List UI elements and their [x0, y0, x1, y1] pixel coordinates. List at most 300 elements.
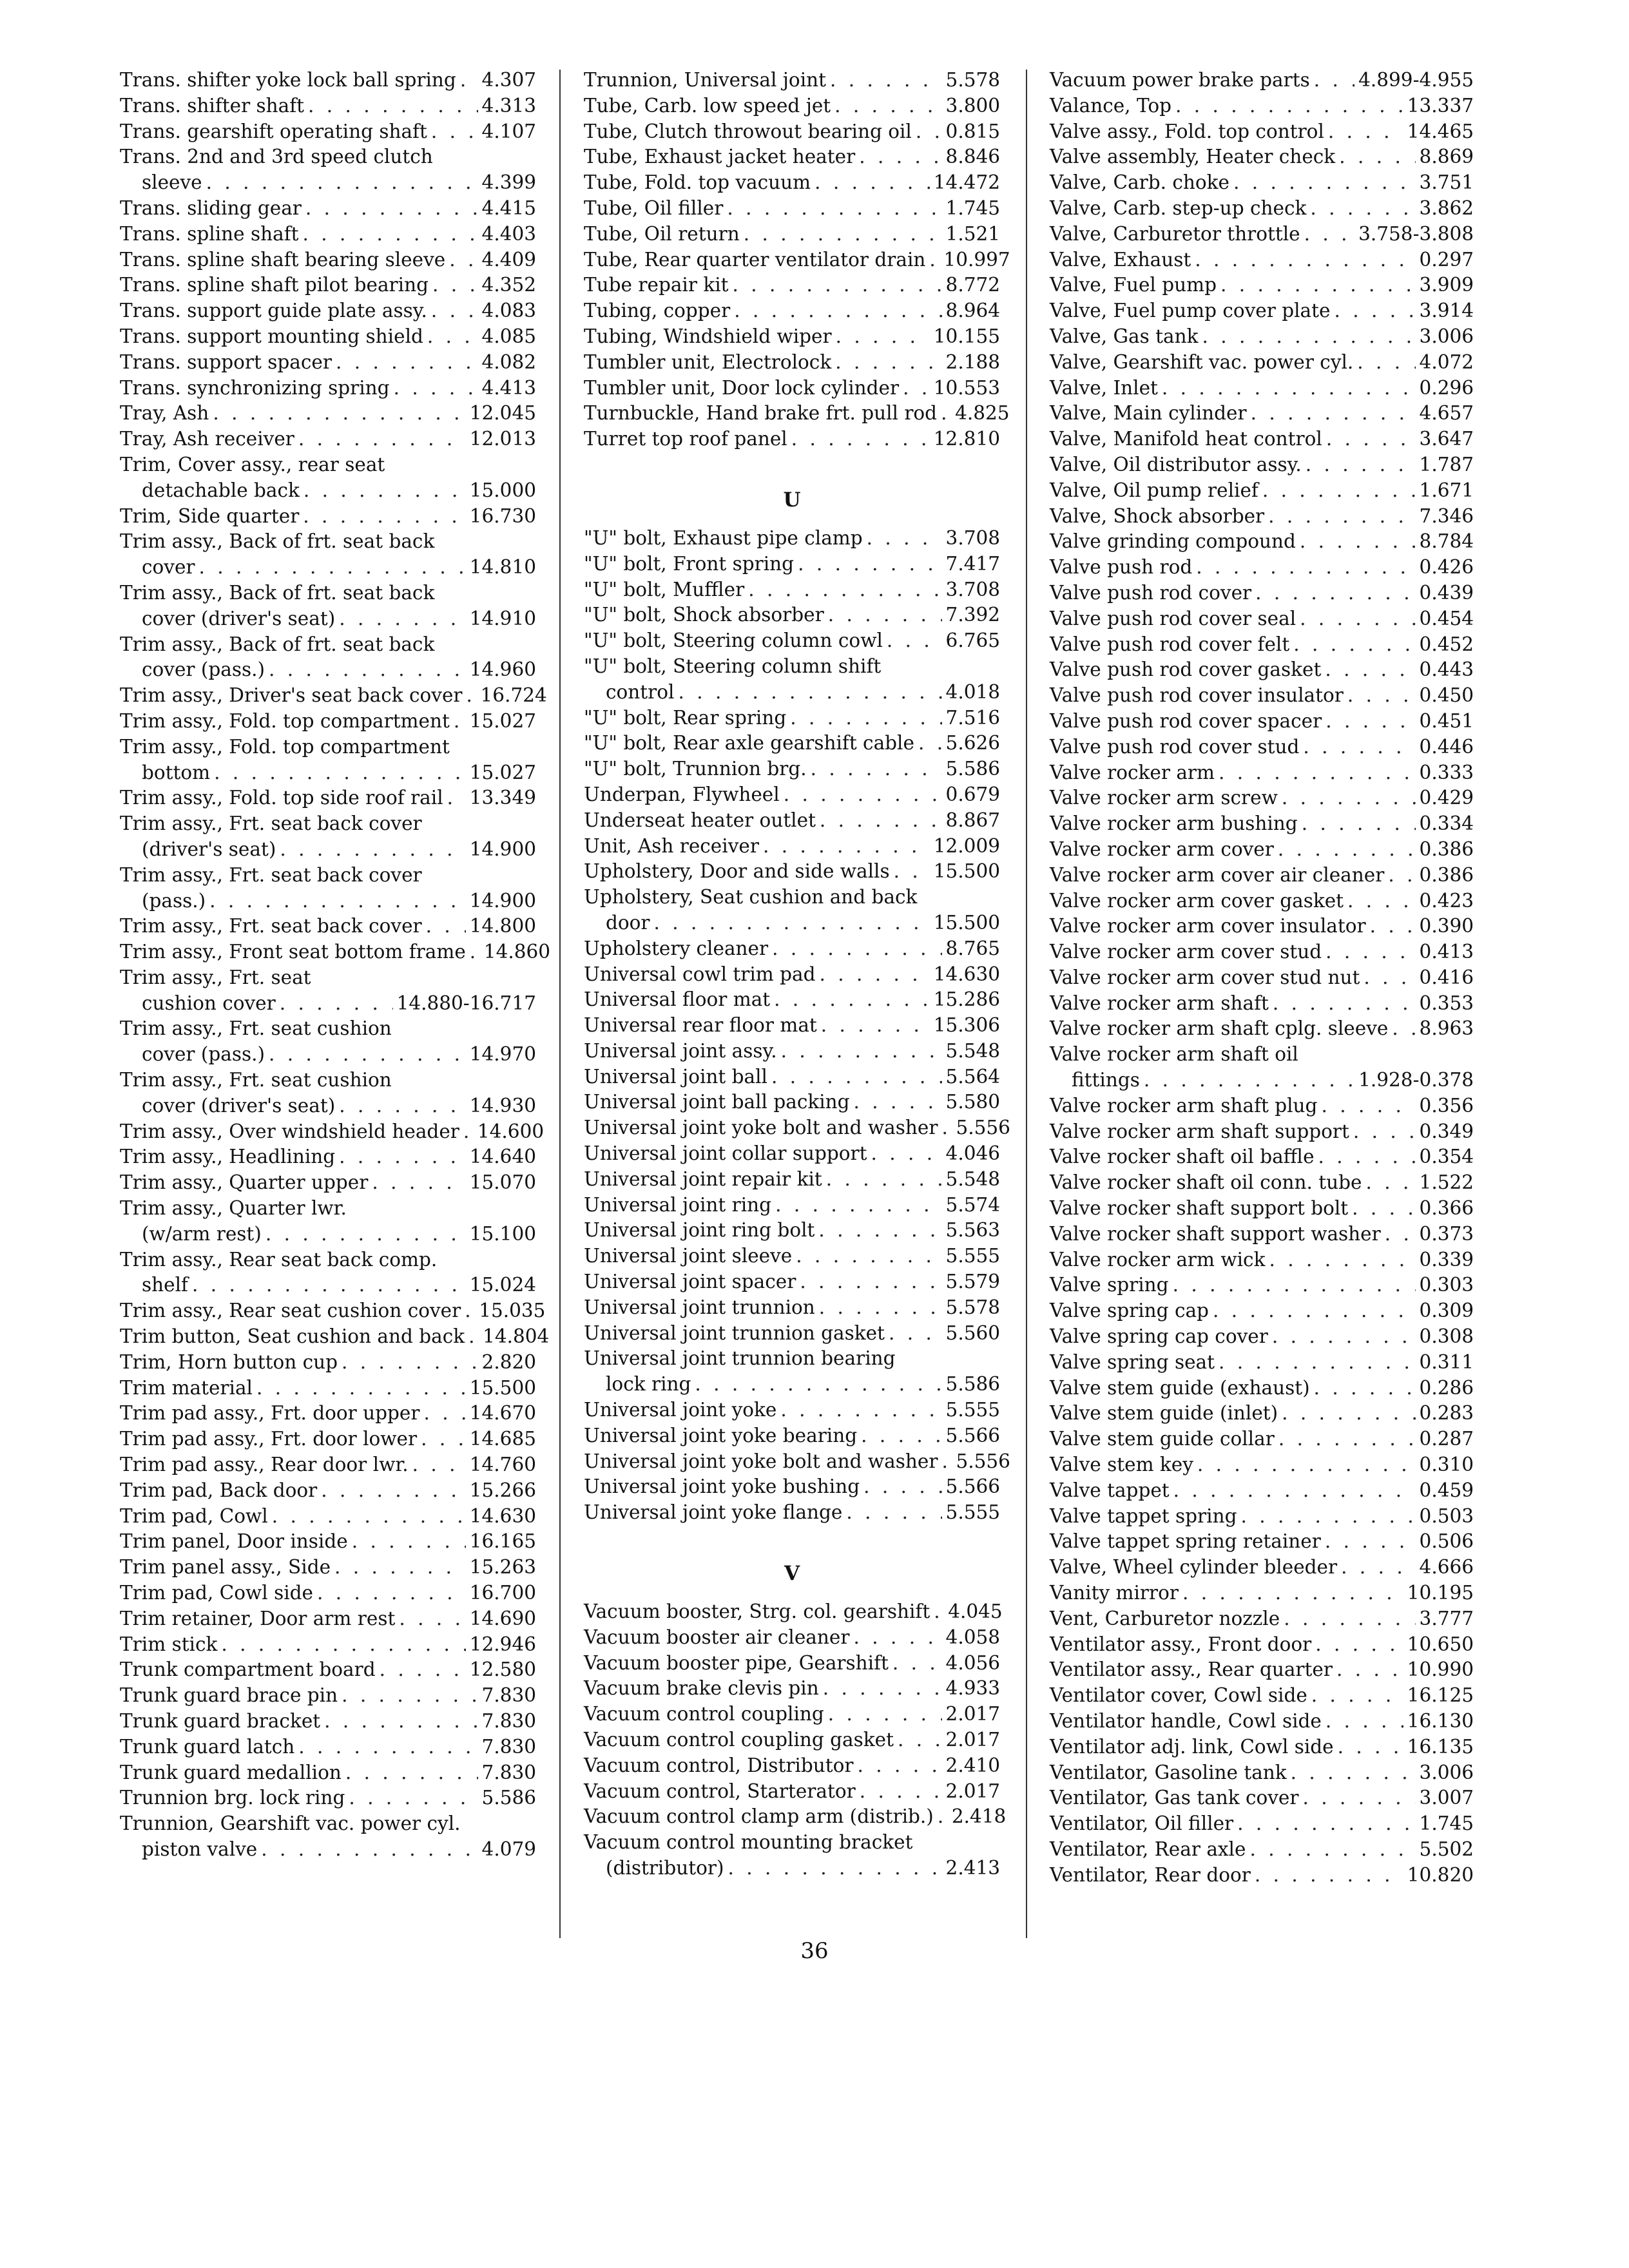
index-entry-reference: 14.640	[469, 1146, 536, 1168]
dot-leader	[467, 683, 477, 709]
index-entry	[1050, 427, 1474, 452]
dot-leader	[1304, 222, 1355, 247]
dot-leader	[763, 834, 930, 860]
index-entry-line	[584, 1321, 1000, 1347]
index-entry	[584, 1141, 1000, 1167]
dot-leader	[1347, 889, 1416, 914]
index-entry-line	[120, 709, 536, 735]
index-entry-reference: 12.946	[469, 1633, 536, 1655]
dot-leader	[1282, 785, 1416, 811]
dot-leader	[1196, 555, 1415, 581]
index-entry-reference: 4.403	[481, 222, 536, 245]
dot-leader	[463, 1119, 474, 1145]
index-entry-reference: 4.825	[955, 402, 1010, 425]
dot-leader	[412, 1452, 466, 1478]
dot-leader	[791, 427, 930, 452]
index-entry-line	[120, 1222, 536, 1247]
index-entry-line	[120, 427, 536, 452]
dot-leader	[431, 298, 478, 324]
index-entry-line	[584, 222, 1000, 247]
index-entry-line	[120, 1606, 536, 1632]
index-entry-line	[584, 93, 1000, 119]
index-entry-text: Valve, Oil pump relief	[1050, 479, 1258, 501]
index-entry-line	[120, 555, 536, 581]
index-entry-text: Universal joint sleeve	[584, 1245, 793, 1267]
index-entry-text: Valve push rod cover gasket	[1050, 658, 1322, 681]
index-entry-reference: 5.586	[945, 1373, 1000, 1396]
index-entry	[120, 1735, 536, 1760]
index-entry-reference: 14.465	[1407, 120, 1474, 142]
index-entry	[1050, 504, 1474, 530]
index-entry	[120, 452, 536, 504]
dot-leader	[934, 1599, 944, 1625]
index-entry-line	[584, 401, 1010, 427]
index-entry-line	[1050, 1068, 1474, 1093]
index-column-3	[1050, 68, 1474, 1888]
index-entry-line	[1050, 837, 1474, 863]
dot-leader	[349, 1785, 477, 1811]
index-entry-reference: 6.765	[945, 629, 1000, 652]
index-entry-line	[120, 376, 536, 401]
index-entry-line	[120, 1016, 536, 1042]
index-entry	[1050, 1401, 1474, 1427]
index-entry-line	[1050, 196, 1474, 222]
dot-leader	[744, 222, 942, 247]
dot-leader	[302, 222, 477, 247]
index-entry-text: Trans. support guide plate assy.	[120, 300, 427, 322]
dot-leader	[372, 1170, 465, 1196]
index-entry	[1050, 965, 1474, 991]
index-entry-text: Underseat heater outlet	[584, 809, 816, 831]
index-entry	[120, 1298, 546, 1324]
dot-leader	[1197, 1452, 1416, 1478]
index-entry-line	[1050, 1863, 1474, 1888]
index-entry-text: Trim assy., Frt. seat back cover	[120, 812, 422, 835]
index-entry-reference: 8.846	[945, 146, 1000, 168]
index-entry-reference: 15.500	[933, 860, 1000, 883]
index-entry-reference: 14.960	[469, 658, 536, 681]
dot-leader	[1233, 170, 1416, 196]
index-entry-line	[1050, 581, 1474, 606]
index-entry-reference: 3.007	[1419, 1787, 1474, 1809]
index-entry-text: Trunk guard medallion	[120, 1761, 342, 1783]
index-entry-text: Trim assy., Back of frt. seat back	[120, 530, 435, 553]
index-entry-line	[120, 1837, 536, 1863]
dot-leader	[678, 680, 941, 706]
dot-leader	[748, 577, 941, 603]
index-entry-reference: 2.820	[481, 1350, 536, 1373]
index-entry-reference: 5.563	[945, 1219, 1000, 1242]
index-entry	[1050, 1222, 1474, 1247]
index-entry	[1050, 1273, 1474, 1298]
index-entry	[1050, 401, 1474, 427]
index-entry-reference: 0.386	[1419, 838, 1474, 860]
index-entry-text: (driver's seat)	[142, 838, 276, 860]
index-entry-text: Vacuum control, Starterator	[584, 1780, 856, 1802]
index-entry-text: Ventilator assy., Rear quarter	[1050, 1658, 1333, 1681]
dot-leader	[798, 552, 941, 577]
index-entry-line	[584, 526, 1000, 552]
index-entry-text: Tube, Clutch throwout bearing oil	[584, 120, 912, 142]
index-entry-reference: 0.356	[1419, 1094, 1474, 1117]
index-entry-text: Valve rocker arm cover stud	[1050, 941, 1322, 963]
index-entry-text: Valve push rod cover	[1050, 581, 1252, 604]
dot-leader	[898, 1727, 942, 1753]
index-entry-reference: 15.266	[469, 1479, 536, 1501]
index-entry-text: door	[606, 911, 650, 934]
dot-leader	[861, 1423, 941, 1449]
index-entry-line	[584, 577, 1000, 603]
index-entry-reference: 0.503	[1419, 1504, 1474, 1527]
index-entry-text: Trim assy., Frt. seat back cover	[120, 915, 422, 937]
index-entry-reference: 5.502	[1419, 1838, 1474, 1860]
index-entry-line	[120, 93, 536, 119]
dot-leader	[1302, 1785, 1415, 1811]
index-entry	[584, 1269, 1000, 1295]
index-entry	[584, 654, 1000, 706]
index-entry-reference: 7.830	[481, 1735, 536, 1758]
index-entry-text: Valve, Fuel pump	[1050, 274, 1217, 296]
index-entry-line	[120, 504, 536, 530]
dot-leader	[1334, 298, 1415, 324]
index-entry-reference: 2.017	[945, 1729, 1000, 1751]
dot-leader	[828, 1702, 942, 1727]
index-entry	[1050, 991, 1474, 1017]
dot-leader	[853, 1625, 941, 1651]
index-entry-line	[584, 1651, 1000, 1677]
index-entry-line	[584, 834, 1000, 860]
dot-leader	[938, 1804, 948, 1830]
index-entry-reference: 4.107	[481, 120, 536, 142]
index-entry-reference: 10.997	[943, 248, 1010, 271]
index-entry	[120, 427, 536, 452]
index-entry-line	[584, 1702, 1000, 1727]
index-entry-line	[1050, 1350, 1474, 1376]
index-entry	[1050, 709, 1474, 735]
index-entry-text: Valve rocker arm bushing	[1050, 812, 1298, 835]
index-entry	[584, 1804, 1007, 1830]
index-entry-text: Ventilator handle, Cowl side	[1050, 1710, 1322, 1732]
index-entry-line	[1050, 247, 1474, 273]
index-entry-text: Trim retainer, Door arm rest	[120, 1607, 396, 1629]
index-entry-line	[1050, 401, 1474, 427]
index-entry-text: Universal joint yoke	[584, 1399, 777, 1421]
dot-leader	[887, 628, 942, 654]
index-entry-line	[1050, 1555, 1474, 1581]
index-entry-reference: 0.454	[1419, 607, 1474, 629]
dot-leader	[280, 837, 465, 863]
index-entry-text: Tube, Oil return	[584, 222, 740, 245]
index-entry-text: Trim assy., Frt. seat	[120, 966, 311, 988]
index-entry-line	[584, 1244, 1000, 1269]
dot-leader	[399, 1606, 465, 1632]
index-entry	[1050, 1709, 1474, 1735]
index-entry-text: Universal joint trunnion	[584, 1296, 815, 1318]
index-entry-reference: 0.506	[1419, 1530, 1474, 1553]
dot-leader	[465, 1298, 475, 1324]
index-entry-line	[584, 1676, 1000, 1702]
index-entry-line	[584, 1295, 1000, 1321]
index-entry-text: Valve push rod cover seal	[1050, 607, 1296, 629]
dot-leader	[308, 93, 478, 119]
dot-leader	[1325, 709, 1415, 735]
index-entry-text: Ventilator cover, Cowl side	[1050, 1684, 1307, 1707]
index-entry-reference: 2.017	[945, 1780, 1000, 1802]
index-entry-reference: 15.035	[479, 1300, 546, 1322]
index-entry-line	[1050, 1760, 1474, 1786]
dot-leader	[781, 1039, 942, 1064]
dot-leader	[1325, 1709, 1403, 1735]
index-entry-reference: 5.564	[945, 1065, 1000, 1088]
index-entry-reference: 7.346	[1419, 505, 1474, 527]
index-entry	[120, 1196, 536, 1247]
index-entry-reference: 4.058	[945, 1626, 1000, 1648]
index-entry-line	[120, 1427, 536, 1452]
index-entry	[1050, 350, 1474, 376]
index-entry-line	[1050, 504, 1474, 530]
index-entry-text: Vacuum brake clevis pin	[584, 1677, 819, 1700]
dot-leader	[432, 273, 478, 298]
column-divider	[1026, 70, 1027, 1938]
index-entry-text: Valve, Exhaust	[1050, 248, 1191, 271]
index-entry-reference: 3.862	[1419, 197, 1474, 219]
index-entry	[584, 552, 1000, 577]
index-entry-line	[584, 1269, 1000, 1295]
index-entry-line	[1050, 1478, 1474, 1504]
index-entry-reference: 13.337	[1407, 94, 1474, 117]
dot-leader	[854, 1090, 942, 1115]
dot-leader	[815, 170, 930, 196]
index-entry-line	[1050, 1093, 1474, 1119]
dot-leader	[1182, 1581, 1403, 1606]
index-entry	[584, 1398, 1000, 1423]
index-entry-text: Tube, Fold. top vacuum	[584, 171, 811, 194]
dot-leader	[775, 1193, 941, 1218]
index-entry-line	[1050, 478, 1474, 504]
index-entry-line	[584, 1856, 1000, 1881]
index-entry	[1050, 1376, 1474, 1401]
index-entry-reference: 1.745	[1419, 1812, 1474, 1835]
index-entry-text: Trim pad assy., Rear door lwr.	[120, 1454, 409, 1476]
index-entry-text: Tray, Ash	[120, 402, 209, 425]
index-entry-reference: 12.009	[933, 834, 1000, 857]
index-entry	[584, 247, 1010, 273]
index-entry-reference: 8.963	[1419, 1017, 1474, 1040]
index-entry-reference: 10.820	[1407, 1863, 1474, 1886]
index-entry-reference: 7.830	[481, 1710, 536, 1732]
dot-leader	[1269, 1247, 1415, 1273]
index-entry-reference: 0.297	[1419, 248, 1474, 271]
index-entry-reference: 8.772	[945, 274, 1000, 296]
index-entry	[120, 1657, 536, 1683]
index-entry	[120, 863, 536, 914]
dot-leader	[269, 1042, 466, 1068]
index-entry	[1050, 298, 1474, 324]
index-entry-line	[1050, 1324, 1474, 1350]
index-entry-line	[120, 1401, 536, 1427]
index-entry	[1050, 683, 1474, 709]
index-entry	[584, 68, 1000, 93]
index-entry-reference: 5.580	[945, 1091, 1000, 1113]
index-entry-line	[1050, 991, 1474, 1017]
index-entry-line	[1050, 452, 1474, 478]
index-entry-reference: 15.263	[469, 1556, 536, 1579]
index-entry-reference: 5.566	[945, 1475, 1000, 1498]
index-entry-line	[1050, 785, 1474, 811]
dot-leader	[298, 427, 466, 452]
dot-leader	[265, 1222, 466, 1247]
index-entry-line	[120, 1504, 536, 1530]
index-entry-text: Ventilator, Oil filler	[1050, 1812, 1234, 1835]
dot-leader	[857, 1753, 941, 1779]
dot-leader	[1255, 581, 1415, 606]
dot-leader	[1175, 93, 1403, 119]
index-entry-text: Valve stem guide (exhaust)	[1050, 1376, 1310, 1399]
dot-leader	[261, 1837, 477, 1863]
index-entry	[1050, 1427, 1474, 1452]
index-entry-text: Trim pad assy., Frt. door lower	[120, 1428, 418, 1450]
index-entry-text: Valve rocker arm shaft support	[1050, 1120, 1349, 1142]
index-entry-line	[120, 1093, 536, 1119]
index-entry	[584, 962, 1000, 988]
index-entry	[120, 324, 536, 350]
dot-leader	[339, 1093, 466, 1119]
dot-leader	[823, 1676, 942, 1702]
index-entry-reference: 1.745	[945, 197, 1000, 219]
dot-leader	[819, 1295, 942, 1321]
index-entry-line	[584, 1449, 1010, 1475]
index-entry	[1050, 1196, 1474, 1222]
index-entry-reference: 0.309	[1419, 1300, 1474, 1322]
index-entry-text: Valve tappet	[1050, 1479, 1170, 1501]
index-entry	[1050, 144, 1474, 170]
index-entry	[120, 965, 536, 1017]
index-entry-reference: 4.313	[481, 94, 536, 117]
index-entry	[120, 1119, 545, 1145]
index-entry-text: Valve assy., Fold. top control	[1050, 120, 1324, 142]
index-entry	[584, 1727, 1000, 1753]
index-entry-reference: 2.188	[945, 351, 1000, 373]
index-entry-line	[584, 782, 1000, 808]
index-entry-line	[120, 68, 536, 93]
dot-leader	[209, 889, 466, 914]
dot-leader	[1213, 1298, 1416, 1324]
index-entry-line	[120, 1760, 536, 1786]
index-entry	[1050, 1863, 1474, 1888]
index-entry	[584, 628, 1000, 654]
index-entry-line	[1050, 709, 1474, 735]
dot-leader	[303, 504, 465, 530]
index-entry-text: cushion cover	[142, 992, 276, 1014]
index-entry-reference: 16.135	[1407, 1735, 1474, 1758]
dot-leader	[1315, 1632, 1403, 1658]
index-entry-line	[1050, 1427, 1474, 1452]
index-entry-line	[120, 939, 551, 965]
index-entry-line	[1050, 376, 1474, 401]
index-entry-text: "U" bolt, Exhaust pipe clamp	[584, 526, 863, 549]
index-entry-reference: 14.804	[483, 1325, 550, 1348]
index-entry	[584, 782, 1000, 808]
dot-leader	[1195, 247, 1415, 273]
index-entry	[584, 350, 1000, 376]
index-entry-text: Valve rocker shaft support bolt	[1050, 1197, 1349, 1220]
index-entry-reference: 5.556	[956, 1450, 1010, 1472]
index-entry-reference: 0.450	[1419, 684, 1474, 707]
index-entry	[1050, 606, 1474, 632]
index-entry-reference: 0.349	[1419, 1120, 1474, 1142]
index-entry-line	[120, 478, 536, 504]
dot-leader	[800, 1269, 941, 1295]
index-entry	[584, 1500, 1000, 1526]
dot-leader	[1326, 427, 1416, 452]
index-entry-text: Valve rocker shaft oil conn. tube	[1050, 1171, 1362, 1194]
index-entry-text: Tube, Oil filler	[584, 197, 724, 219]
dot-leader	[830, 68, 942, 93]
index-entry-text: Turret top roof panel	[584, 428, 787, 450]
index-entry-line	[584, 1753, 1000, 1779]
index-entry	[584, 1346, 1000, 1398]
index-entry-line	[1050, 324, 1474, 350]
dot-leader	[846, 1500, 941, 1526]
dot-leader	[1268, 504, 1415, 530]
dot-leader	[1278, 1427, 1416, 1452]
dot-leader	[1385, 1222, 1416, 1247]
index-entry-text: Valve rocker arm shaft	[1050, 992, 1269, 1014]
index-entry-line	[1050, 1581, 1474, 1606]
dot-leader	[1284, 1606, 1415, 1632]
index-entry-line	[584, 1500, 1000, 1526]
index-entry	[584, 1013, 1000, 1039]
dot-leader	[1325, 1529, 1416, 1555]
index-entry-line	[120, 606, 536, 632]
dot-leader	[929, 247, 940, 273]
index-entry-line	[120, 1170, 536, 1196]
dot-leader	[1293, 632, 1415, 658]
index-entry-line	[584, 144, 1000, 170]
index-entry-reference: 10.155	[933, 325, 1000, 347]
section-letter-heading: V	[784, 1562, 800, 1586]
dot-leader	[863, 1474, 941, 1500]
dot-leader	[916, 119, 942, 145]
dot-leader	[221, 1632, 465, 1658]
index-entry-line	[120, 401, 536, 427]
index-entry-reference: 7.830	[481, 1684, 536, 1707]
dot-leader	[1364, 965, 1415, 991]
dot-leader	[280, 991, 393, 1017]
index-entry	[584, 222, 1000, 247]
dot-leader	[447, 785, 466, 811]
dot-leader	[654, 910, 930, 936]
dot-leader	[894, 859, 930, 885]
index-entry-line	[1050, 119, 1474, 145]
index-entry-line	[1050, 1657, 1474, 1683]
index-entry-reference: 8.784	[1419, 530, 1474, 553]
index-entry-line	[1050, 1709, 1474, 1735]
index-entry	[1050, 632, 1474, 658]
index-entry-line	[584, 936, 1000, 962]
index-entry-text: lock ring	[606, 1373, 691, 1396]
index-entry-reference: 0.287	[1419, 1428, 1474, 1450]
dot-leader	[1302, 811, 1416, 837]
dot-leader	[1325, 939, 1415, 965]
index-entry	[120, 119, 536, 145]
index-entry-text: Tumbler unit, Electrolock	[584, 351, 832, 373]
index-entry-text: Universal joint yoke bolt and washer	[584, 1117, 938, 1139]
index-entry-line	[584, 1115, 1010, 1141]
index-entry-text: Trans. gearshift operating shaft	[120, 120, 427, 142]
index-entry-text: "U" bolt, Front spring	[584, 552, 795, 575]
index-entry-text: Trim pad, Back door	[120, 1479, 318, 1501]
